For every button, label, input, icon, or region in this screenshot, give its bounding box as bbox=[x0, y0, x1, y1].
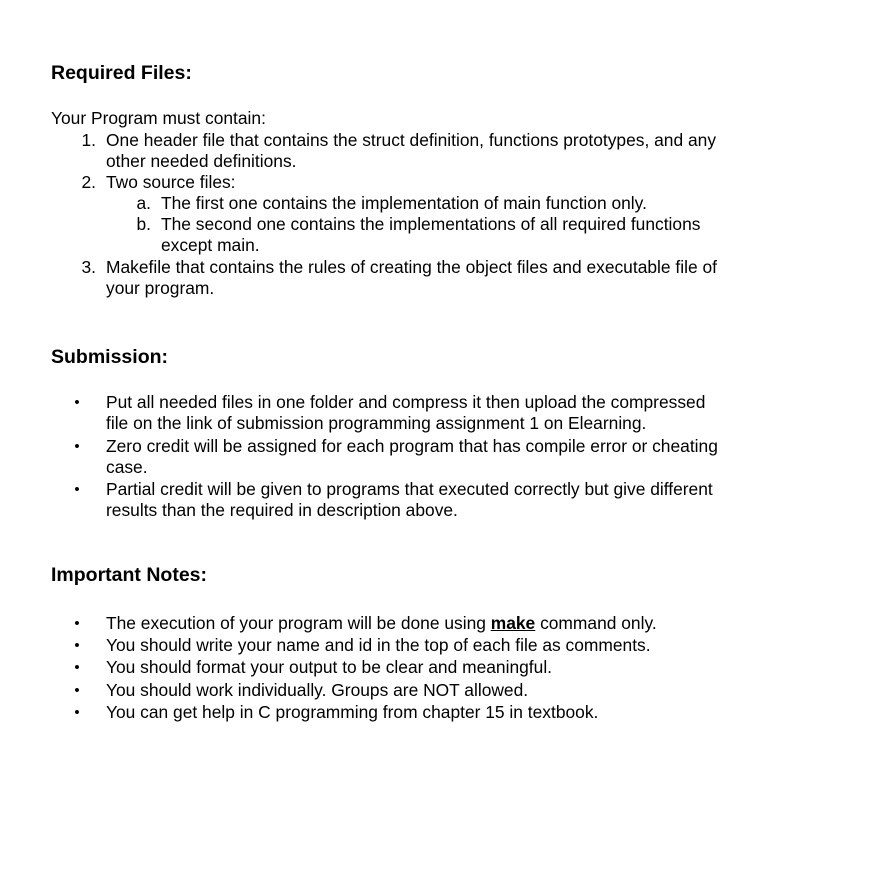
list-item-text bbox=[161, 193, 761, 214]
note-text-before: The execution of your program will be done using bbox=[106, 613, 491, 633]
text-line: You should format your output to be clear and meaningful. bbox=[106, 657, 553, 677]
text-line: other needed definitions. bbox=[106, 151, 297, 171]
text-line: except main. bbox=[161, 235, 260, 255]
list-item-text bbox=[106, 635, 766, 656]
text-line: You can get help in C programming from chapter 15 in textbook. bbox=[106, 702, 599, 722]
list-item-text bbox=[106, 479, 766, 521]
text-line: Two source files: bbox=[106, 172, 236, 192]
list-marker: 3. bbox=[81, 257, 96, 277]
text-line: The second one contains the implementations of all required functions bbox=[161, 214, 701, 234]
text-line: You should write your name and id in the top of each file as comments. bbox=[106, 635, 651, 655]
text-line: Zero credit will be assigned for each program that has compile error or cheating bbox=[106, 436, 718, 456]
list-item-text bbox=[106, 436, 766, 478]
bullet-icon: • bbox=[74, 394, 80, 411]
list-item-text bbox=[106, 702, 766, 723]
bullet-icon: • bbox=[74, 438, 80, 455]
text-line: You should work individually. Groups are NOT allowed. bbox=[106, 680, 529, 700]
bullet-icon: • bbox=[74, 481, 80, 498]
submission-heading bbox=[51, 345, 168, 369]
text-line: One header file that contains the struct definition, functions prototypes, and any bbox=[106, 130, 717, 150]
list-item-text bbox=[106, 680, 766, 701]
required-files-intro: Your Program must contain: bbox=[51, 108, 266, 128]
important-notes-heading: Important Notes: bbox=[51, 564, 207, 586]
text-line bbox=[106, 613, 766, 634]
list-item-text bbox=[161, 214, 761, 256]
list-marker: b. bbox=[136, 214, 151, 234]
list-item-text bbox=[106, 172, 766, 193]
text-line: results than the required in description above. bbox=[106, 500, 458, 520]
list-marker: 1. bbox=[81, 130, 96, 150]
text-line: your program. bbox=[106, 278, 215, 298]
bullet-icon: • bbox=[74, 682, 80, 699]
bullet-icon: • bbox=[74, 704, 80, 721]
list-item-text bbox=[106, 257, 766, 299]
list-item-text bbox=[106, 613, 766, 634]
bullet-icon: • bbox=[74, 637, 80, 654]
required-files-heading: Required Files: bbox=[51, 62, 192, 84]
list-marker: 2. bbox=[81, 172, 96, 192]
submission-heading-colon: : bbox=[161, 346, 169, 368]
text-line: case. bbox=[106, 457, 148, 477]
list-item-text bbox=[106, 392, 766, 434]
list-item-text bbox=[106, 657, 766, 678]
text-line: Makefile that contains the rules of creating the object files and executable file of bbox=[106, 257, 717, 277]
bullet-icon: • bbox=[74, 659, 80, 676]
list-marker: a. bbox=[136, 193, 151, 213]
text-line: Put all needed files in one folder and compress it then upload the compressed bbox=[106, 392, 706, 412]
make-command: make bbox=[490, 613, 536, 633]
text-line: file on the link of submission programming assignment 1 on Elearning. bbox=[106, 413, 647, 433]
list-item-text bbox=[106, 130, 766, 172]
note-text-after: command only. bbox=[535, 613, 657, 633]
text-line: The first one contains the implementation of main function only. bbox=[161, 193, 647, 213]
bullet-icon: • bbox=[74, 615, 80, 632]
submission-heading-text: Submission bbox=[51, 346, 162, 368]
text-line: Partial credit will be given to programs that executed correctly but give different bbox=[106, 479, 713, 499]
